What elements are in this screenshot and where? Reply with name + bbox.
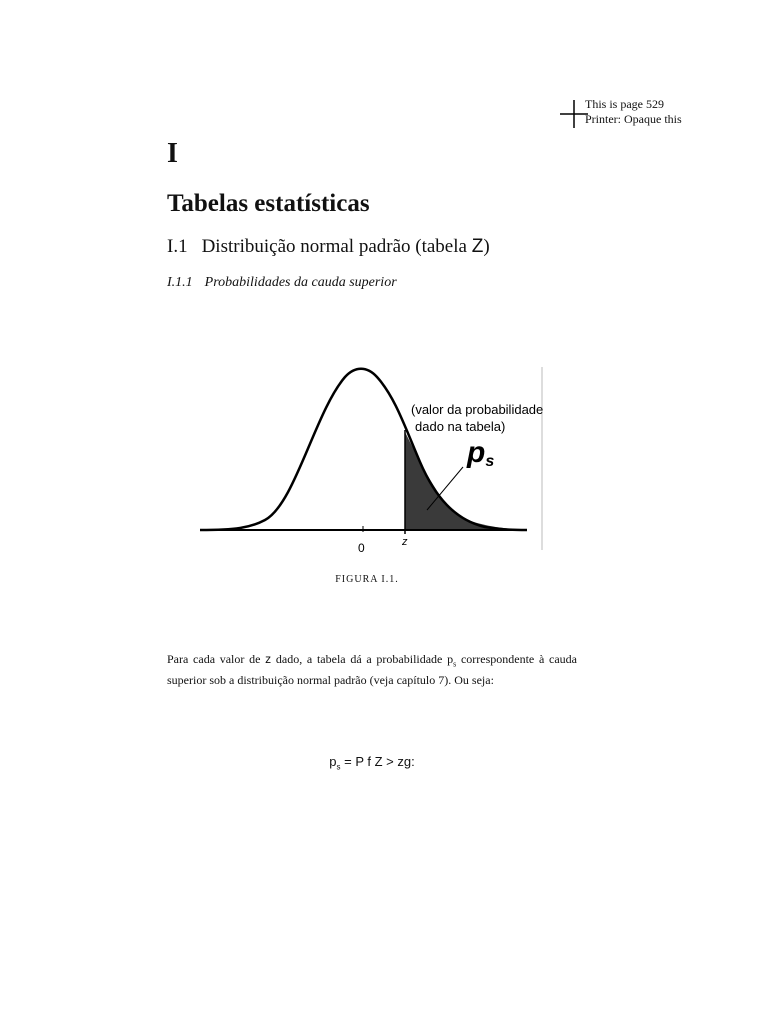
- equation-lhs-sub: s: [336, 762, 341, 772]
- chapter-letter: I: [167, 138, 178, 169]
- ps-label-sub: s: [485, 453, 495, 470]
- para-sub: s: [453, 659, 457, 669]
- para-part-2: dado, a tabela dá a probabilidade p: [271, 652, 454, 666]
- body-paragraph: [167, 651, 577, 688]
- section-number: I.1: [167, 236, 188, 257]
- annotation-line-1: (valor da probabilidade: [411, 402, 544, 417]
- para-part-3: correspondente à cauda superior sob a distribuição normal padrão (veja capítulo 7). Ou seja:: [167, 652, 577, 688]
- section-title-prefix: Distribuição normal padrão (tabela: [201, 236, 472, 257]
- printer-line: Printer: Opaque this: [585, 112, 682, 126]
- section-title-var: Z: [471, 236, 484, 257]
- page-number-line: This is page 529: [585, 97, 664, 111]
- section-title-suffix: ): [483, 236, 490, 257]
- para-var: z: [265, 652, 272, 666]
- subsection-number: I.1.1: [167, 275, 193, 290]
- crop-mark-icon: [560, 100, 588, 128]
- annotation-line-2: dado na tabela): [415, 419, 506, 434]
- upper-tail-shading: [405, 432, 525, 530]
- equation-lhs: p: [329, 754, 337, 769]
- figure-caption: FIGURA I.1.: [335, 574, 399, 585]
- normal-curve-figure: [195, 362, 550, 557]
- subsection-title: Probabilidades da cauda superior: [204, 275, 397, 290]
- equation: [167, 754, 577, 772]
- z-axis-label: z: [402, 536, 408, 548]
- ps-label-main: p: [467, 436, 486, 469]
- ps-label: [466, 436, 494, 470]
- subsection-heading: [167, 275, 397, 291]
- section-heading: [167, 236, 490, 258]
- para-part-1: Para cada valor de: [167, 652, 266, 666]
- chapter-title: Tabelas estatísticas: [167, 190, 370, 217]
- printer-note: [585, 97, 682, 127]
- equation-rhs: = P f Z > zg:: [340, 754, 415, 769]
- mean-label: 0: [358, 541, 365, 555]
